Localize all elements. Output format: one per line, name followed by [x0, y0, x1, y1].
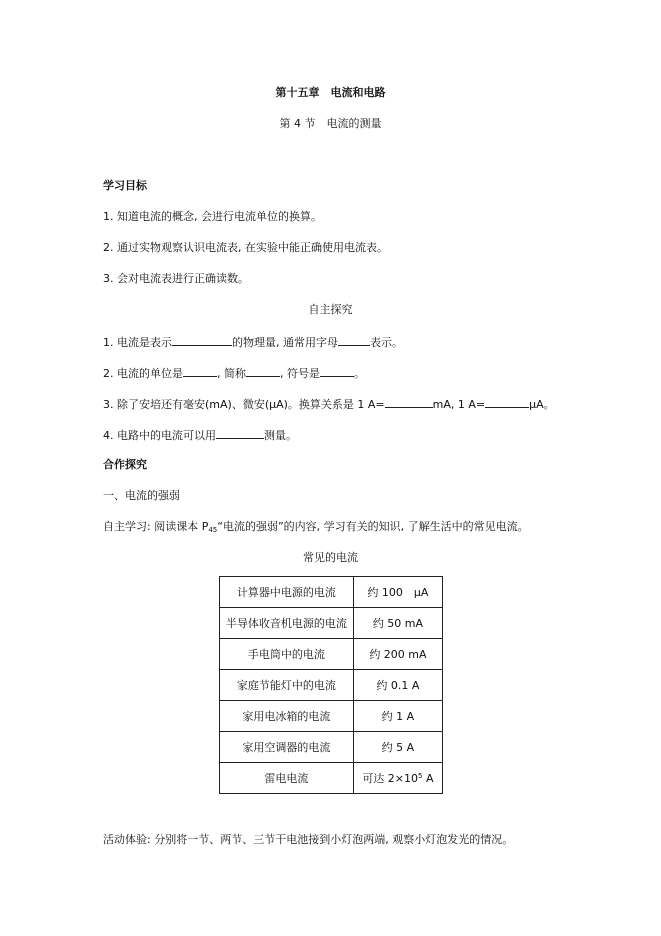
table-cell: 约 100 μA: [353, 577, 442, 608]
table-cell: 约 5 A: [353, 732, 442, 763]
objective-item: 1. 知道电流的概念, 会进行电流单位的换算。: [103, 210, 322, 223]
table-cell: 家庭节能灯中的电流: [220, 670, 354, 701]
question-1: 1. 电流是表示 的物理量, 通常用字母 表示。: [103, 336, 403, 349]
table-cell: 约 200 mA: [353, 639, 442, 670]
answer-blank[interactable]: [485, 396, 529, 408]
table-row: [220, 763, 443, 794]
answer-blank[interactable]: [183, 365, 217, 377]
question-2: 2. 电流的单位是 , 简称 , 符号是 。: [103, 367, 365, 380]
table-row: [220, 732, 443, 763]
table-title: 常见的电流: [303, 551, 358, 564]
table-cell: 雷电电流: [220, 763, 354, 794]
table-row: [220, 639, 443, 670]
subsection-heading: 一、电流的强弱: [103, 489, 180, 502]
answer-blank[interactable]: [320, 365, 354, 377]
table-cell: 约 0.1 A: [353, 670, 442, 701]
table-cell: 约 1 A: [353, 701, 442, 732]
answer-blank[interactable]: [338, 334, 370, 346]
objective-item: 2. 通过实物观察认识电流表, 在实验中能正确使用电流表。: [103, 241, 388, 254]
table-cell: 家用空调器的电流: [220, 732, 354, 763]
table-row: [220, 608, 443, 639]
answer-blank[interactable]: [246, 365, 280, 377]
answer-blank[interactable]: [385, 396, 433, 408]
table-cell: 可达 $2\times 10^5$ A: [353, 763, 442, 794]
chapter-title: 第十五章 电流和电路: [275, 86, 386, 99]
question-3: 3. 除了安培还有毫安(mA)、微安(μA)。换算关系是 1 A= mA, 1 A= μA。: [103, 398, 555, 411]
table-row: [220, 701, 443, 732]
objectives-heading: 学习目标: [103, 179, 147, 192]
section-title: 第 4 节 电流的测量: [279, 117, 382, 130]
question-4: 4. 电路中的电流可以用 测量。: [103, 429, 297, 442]
table-row: [220, 670, 443, 701]
answer-blank[interactable]: [216, 427, 264, 439]
table-cell: 约 50 mA: [353, 608, 442, 639]
common-currents-table: [219, 576, 443, 794]
reading-instruction: 自主学习: 阅读课本 $P_{45}“$电流的强弱”的内容, 学习有关的知识, 了解生活中的常见电流。: [103, 520, 529, 534]
table-cell: 手电筒中的电流: [220, 639, 354, 670]
table-cell: 计算器中电源的电流: [220, 577, 354, 608]
cooperation-heading: 合作探究: [103, 458, 147, 471]
activity-text: 活动体验: 分别将一节、两节、三节干电池接到小灯泡两端, 观察小灯泡发光的情况。: [103, 833, 514, 846]
table-cell: 半导体收音机电源的电流: [220, 608, 354, 639]
answer-blank[interactable]: [172, 334, 232, 346]
table-cell: 家用电冰箱的电流: [220, 701, 354, 732]
self-study-heading: 自主探究: [308, 303, 353, 316]
table-row: [220, 577, 443, 608]
objective-item: 3. 会对电流表进行正确读数。: [103, 272, 249, 285]
